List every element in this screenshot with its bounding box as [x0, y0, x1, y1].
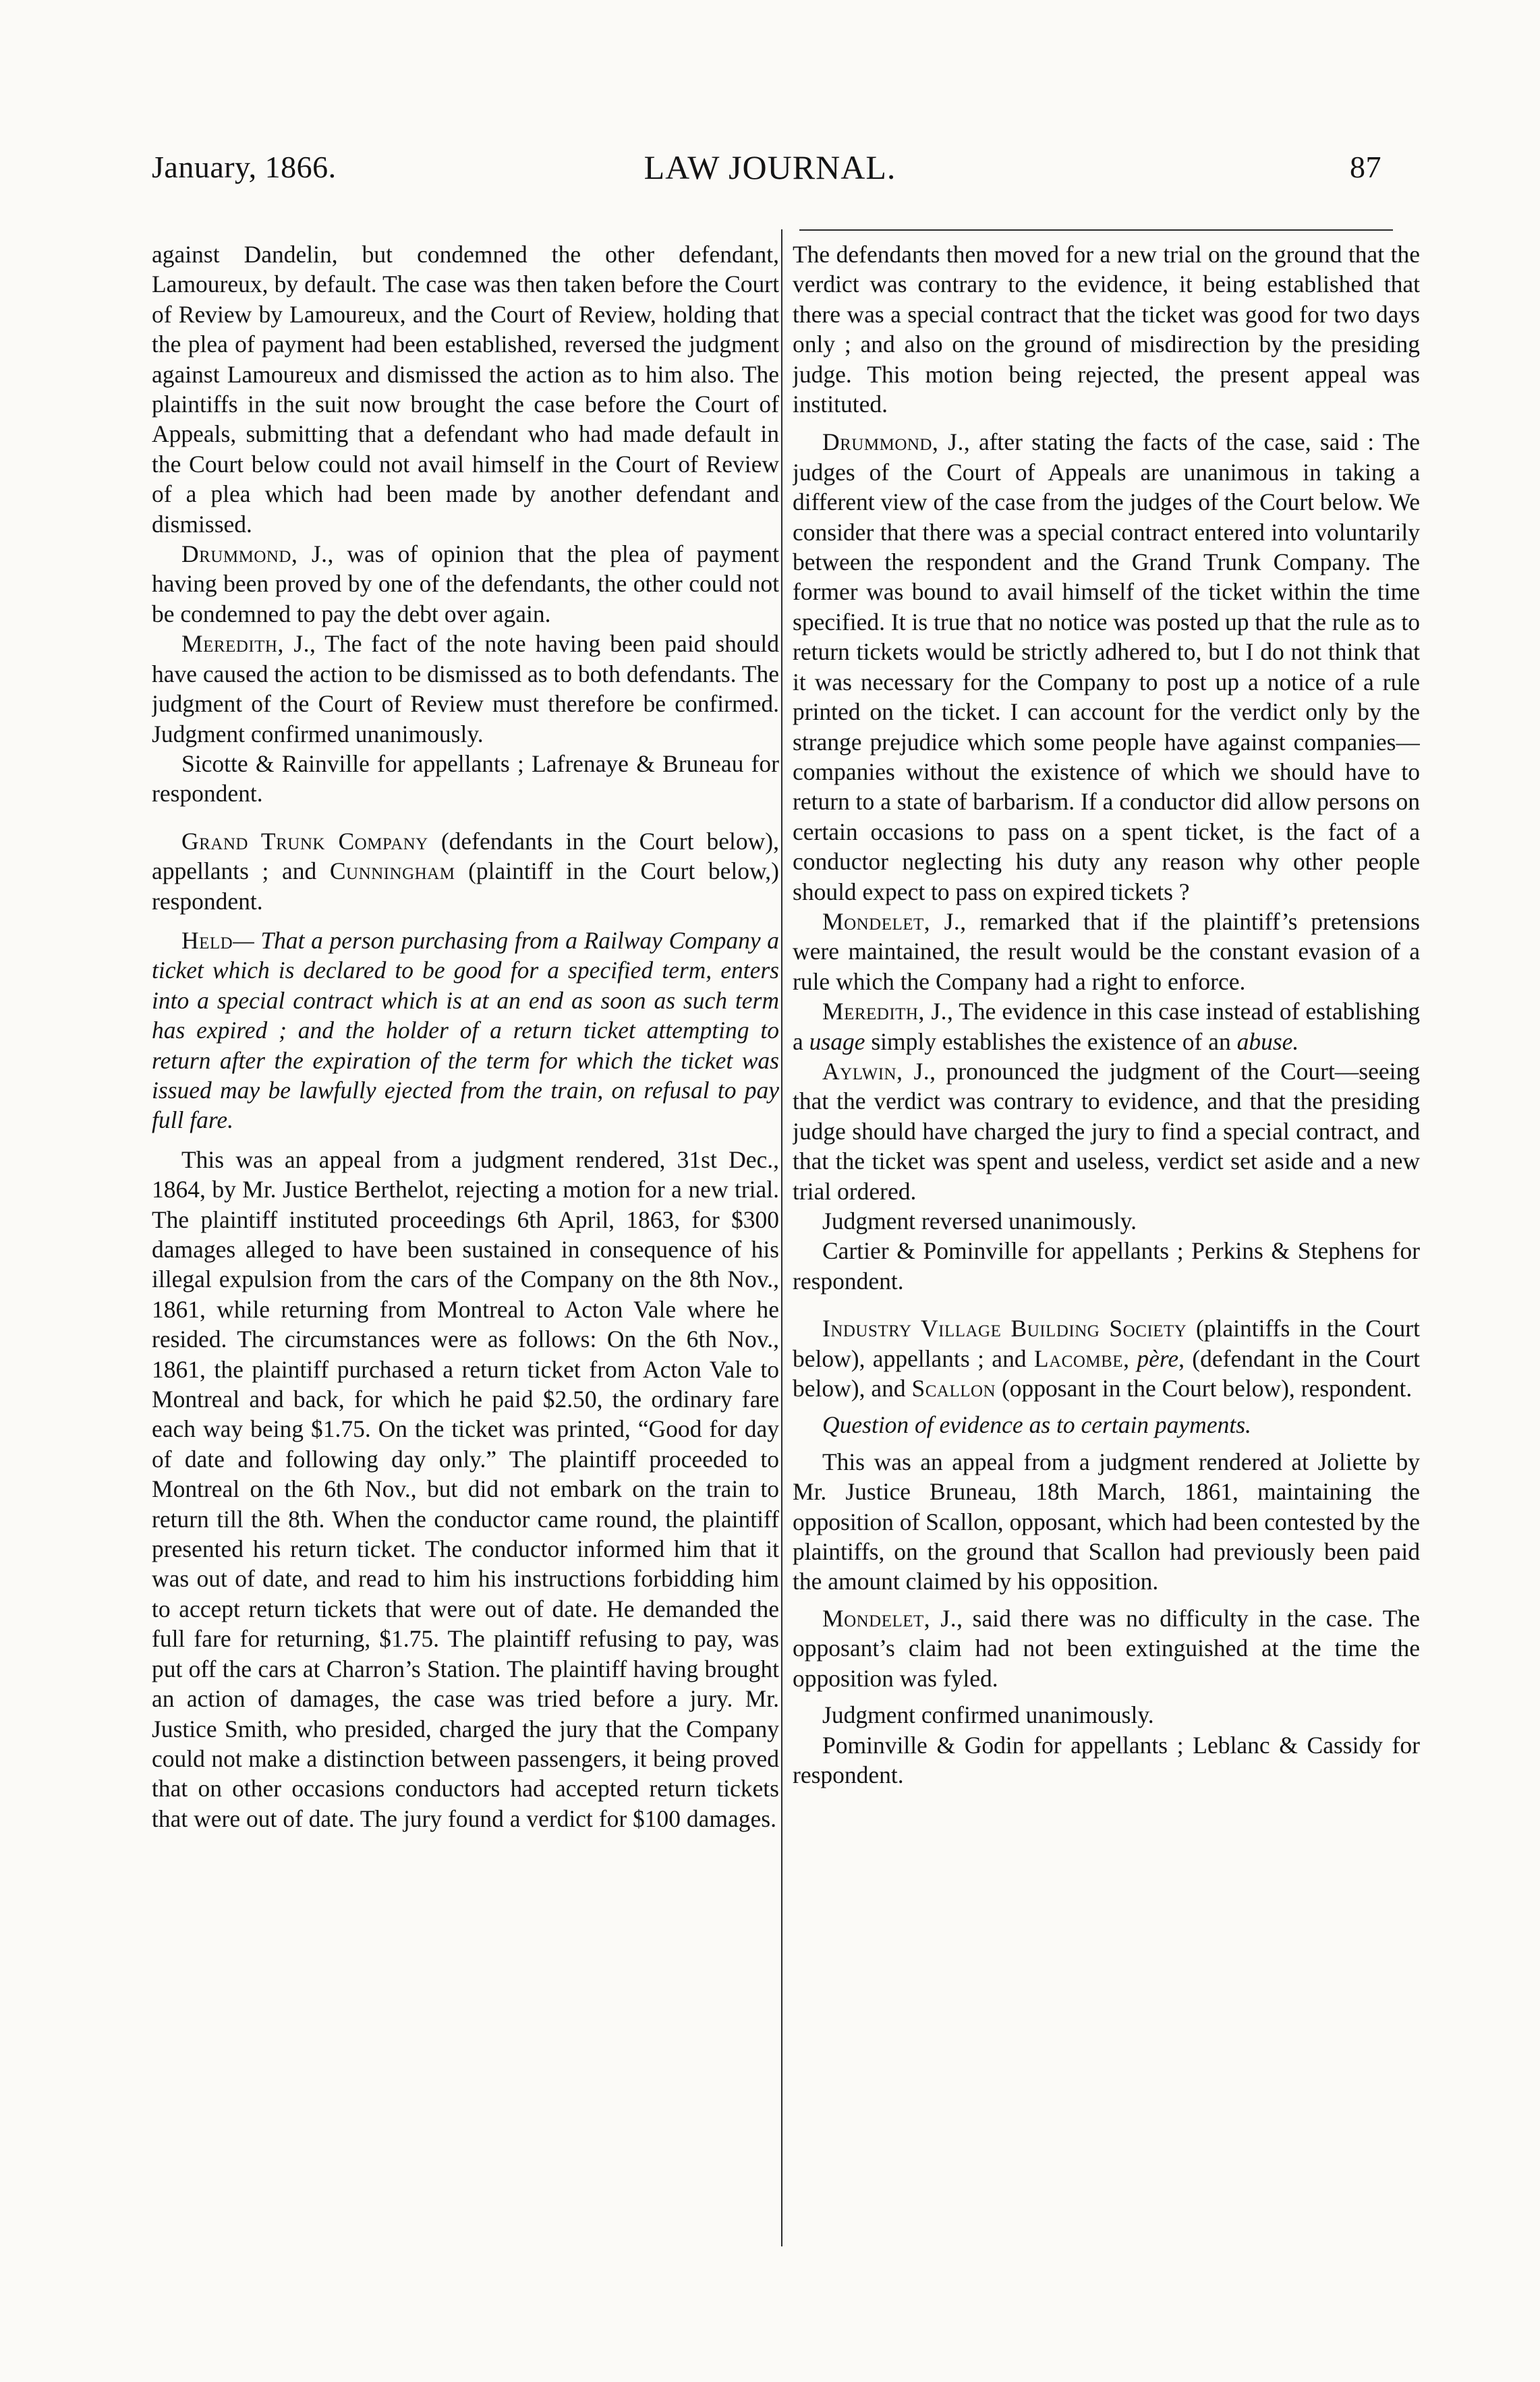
- case-heading: [793, 1313, 1420, 1403]
- paragraph-text: , pronounced the judgment of the Court—seeing that the verdict was contrary to evidence, and that the presiding judge should have charged the jury to find a special contract, and that the ticket was spent and useless, verdict set aside and a new trial ordered.: [793, 1057, 1420, 1205]
- paragraph: This was an appeal from a judgment rendered at Joliette by Mr. Justice Bruneau, 18th March, 1861, maintaining the opposition of Scallon, opposant, which had been contested by the plaintiffs, on the ground that Scallon had previously been paid the amount claimed by his opposition.: [793, 1448, 1420, 1595]
- judge-name: Drummond, J.: [181, 540, 328, 568]
- paragraph-text: , was of opinion that the plea of payment having been proved by one of the defendants, the other could not be condemned to pay the debt over again.: [152, 540, 779, 627]
- case-heading: [152, 826, 779, 916]
- party-name: Cunningham: [329, 857, 455, 885]
- page-header: [152, 147, 1388, 194]
- column-divider: [781, 229, 782, 2246]
- case-text: (opposant in the Court below), respondent.: [996, 1375, 1413, 1402]
- paragraph: against Dandelin, but condemned the other defendant, Lamoureux, by default. The case was then taken before the Court of Review by Lamoureux, and the Court of Review, holding that the plea of payment had been established, reversed the judgment against Lamoureux and dismissed the action as to him also. The plaintiffs in the suit now brought the case before the Court of Appeals, submitting that a defendant who had made default in the Court below could not avail himself in the Court of Review of a plea which had been made by another defendant and dismissed.: [152, 241, 779, 538]
- left-column: [152, 239, 779, 2250]
- held-label: Held: [181, 926, 233, 954]
- counsel-line: Pominville & Godin for appellants ; Leblanc & Cassidy for respondent.: [793, 1731, 1420, 1788]
- judge-name: Aylwin, J.: [822, 1057, 930, 1085]
- paragraph: [793, 1604, 1420, 1693]
- judgment-line: Judgment confirmed unanimously.: [822, 1701, 1154, 1729]
- judge-name: Mondelet, J.: [822, 1604, 957, 1632]
- italic-term: père: [1137, 1344, 1179, 1372]
- judge-name: Meredith, J.: [181, 630, 310, 658]
- paragraph: [793, 996, 1420, 1056]
- case-text: (defendants in the Court below), appellants ; and: [152, 827, 779, 885]
- paragraph-text: , The evidence in this case instead of establishing a: [793, 998, 1420, 1055]
- headnote: [793, 1410, 1420, 1440]
- page-number: 87: [1350, 150, 1381, 184]
- judge-name: Meredith, J.: [822, 998, 948, 1025]
- headnote-text: Question of evidence as to certain payments.: [822, 1411, 1251, 1439]
- paragraph: The defendants then moved for a new trial on the ground that the verdict was contrary to the evidence, it being established that there was a special contract that the ticket was good for two days only ; and also on the ground of misdirection by the presiding judge. This motion being rejected, the present appeal was instituted.: [793, 241, 1420, 418]
- case-text: ,: [1123, 1344, 1137, 1372]
- paragraph-text: , said there was no difficulty in the case. The opposant’s claim had not been extinguished at the time the opposition was fyled.: [793, 1604, 1420, 1692]
- paragraph: [793, 427, 1420, 907]
- case-text: (plaintiff in the Court below,) respondent.: [152, 857, 779, 915]
- paragraph: This was an appeal from a judgment rendered, 31st Dec., 1864, by Mr. Justice Berthelot, rejecting a motion for a new trial. The plaintiff instituted proceedings 6th April, 1863, for $300 damages alleged to have been sustained in consequence of his illegal expulsion from the cars of the Company on the 8th Nov., 1861, while returning from Montreal to Acton Vale where he resided. The circumstances were as follows: On the 6th Nov., 1861, the plaintiff purchased a return ticket from Acton Vale to Montreal and back, for which he paid $2.50, the ordinary fare each way being $1.75. On the ticket was printed, “Good for day of date and following day only.” The plaintiff proceeded to Montreal on the 6th Nov., but did not embark on the train to return till the 8th. When the conductor came round, the plaintiff presented his return ticket. The conductor informed him that it was out of date, and read to him his instructions forbidding him to accept return tickets that were out of date. He demanded the full fare for returning, $1.75. The plaintiff refusing to pay, was put off the cars at Charron’s Station. The plaintiff having brought an action of damages, the case was tried before a jury. Mr. Justice Smith, who presided, charged the jury that the Company could not make a distinction between passengers, it being proved that on other occasions conductors had accepted return tickets that were out of date. The jury found a verdict for $100 damages.: [152, 1145, 779, 1832]
- case-text: (plaintiffs in the Court below), appellants ; and: [793, 1315, 1420, 1372]
- right-column: [793, 239, 1420, 2250]
- top-rule: [799, 229, 1393, 231]
- party-name: Industry Village Building Society: [822, 1315, 1187, 1342]
- paragraph: [152, 539, 779, 629]
- counsel-line: Sicotte & Rainville for appellants ; Lafrenaye & Bruneau for respondent.: [152, 749, 779, 807]
- paragraph: [793, 907, 1420, 996]
- header-date: January, 1866.: [152, 150, 337, 184]
- party-name: Lacombe: [1033, 1344, 1124, 1372]
- judge-name: Mondelet, J.: [822, 907, 961, 935]
- italic-term: usage: [809, 1027, 865, 1055]
- headnote: [152, 926, 779, 1135]
- judgment-line: Judgment reversed unanimously.: [822, 1208, 1137, 1235]
- paragraph: [793, 1056, 1420, 1206]
- paragraph-text: , after stating the facts of the case, said : The judges of the Court of Appeals are unanimous in taking a different view of the case from the judges of the Court below. We consider that there was a special contract entered into voluntarily between the respondent and the Grand Trunk Company. The former was bound to avail himself of the ticket within the time specified. It is true that no notice was posted up that the rule as to return tickets would be strictly adhered to, but I do not think that it was necessary for the Company to post up a notice of a rule printed on the ticket. I can account for the verdict only by the strange prejudice which some people have against companies—companies without the existence of which we should have to return to a state of barbarism. If a conductor did allow persons on certain occasions to pass on a spent ticket, is the fact of a conductor neglecting his duty any reason why other people should expect to pass on expired tickets ?: [793, 428, 1420, 905]
- party-name: Grand Trunk Company: [181, 827, 428, 855]
- paragraph-text: , remarked that if the plaintiff’s pretensions were maintained, the result would be the constant evasion of a rule which the Company had a right to enforce.: [793, 907, 1420, 995]
- italic-term: abuse.: [1236, 1027, 1299, 1055]
- paragraph-text: , The fact of the note having been paid should have caused the action to be dismissed as to both defendants. The judgment of the Court of Review must therefore be confirmed. Judgment confirmed unanimously.: [152, 630, 779, 747]
- headnote-text: — That a person purchasing from a Railway Company a ticket which is declared to be good for a specified term, enters into a special contract which is at an end as soon as such term has expired ; and the holder of a return ticket attempting to return after the expiration of the term for which the ticket was issued may be lawfully ejected from the train, on refusal to pay full fare.: [152, 926, 779, 1134]
- counsel-line: Cartier & Pominville for appellants ; Perkins & Stephens for respondent.: [793, 1237, 1420, 1295]
- header-title: LAW JOURNAL.: [644, 148, 896, 186]
- paragraph-text: simply establishes the existence of an: [865, 1027, 1237, 1055]
- judge-name: Drummond, J.: [822, 428, 964, 456]
- paragraph: [152, 629, 779, 749]
- case-text: , (defendant in the Court below), and: [793, 1344, 1420, 1402]
- party-name: Scallon: [911, 1375, 996, 1402]
